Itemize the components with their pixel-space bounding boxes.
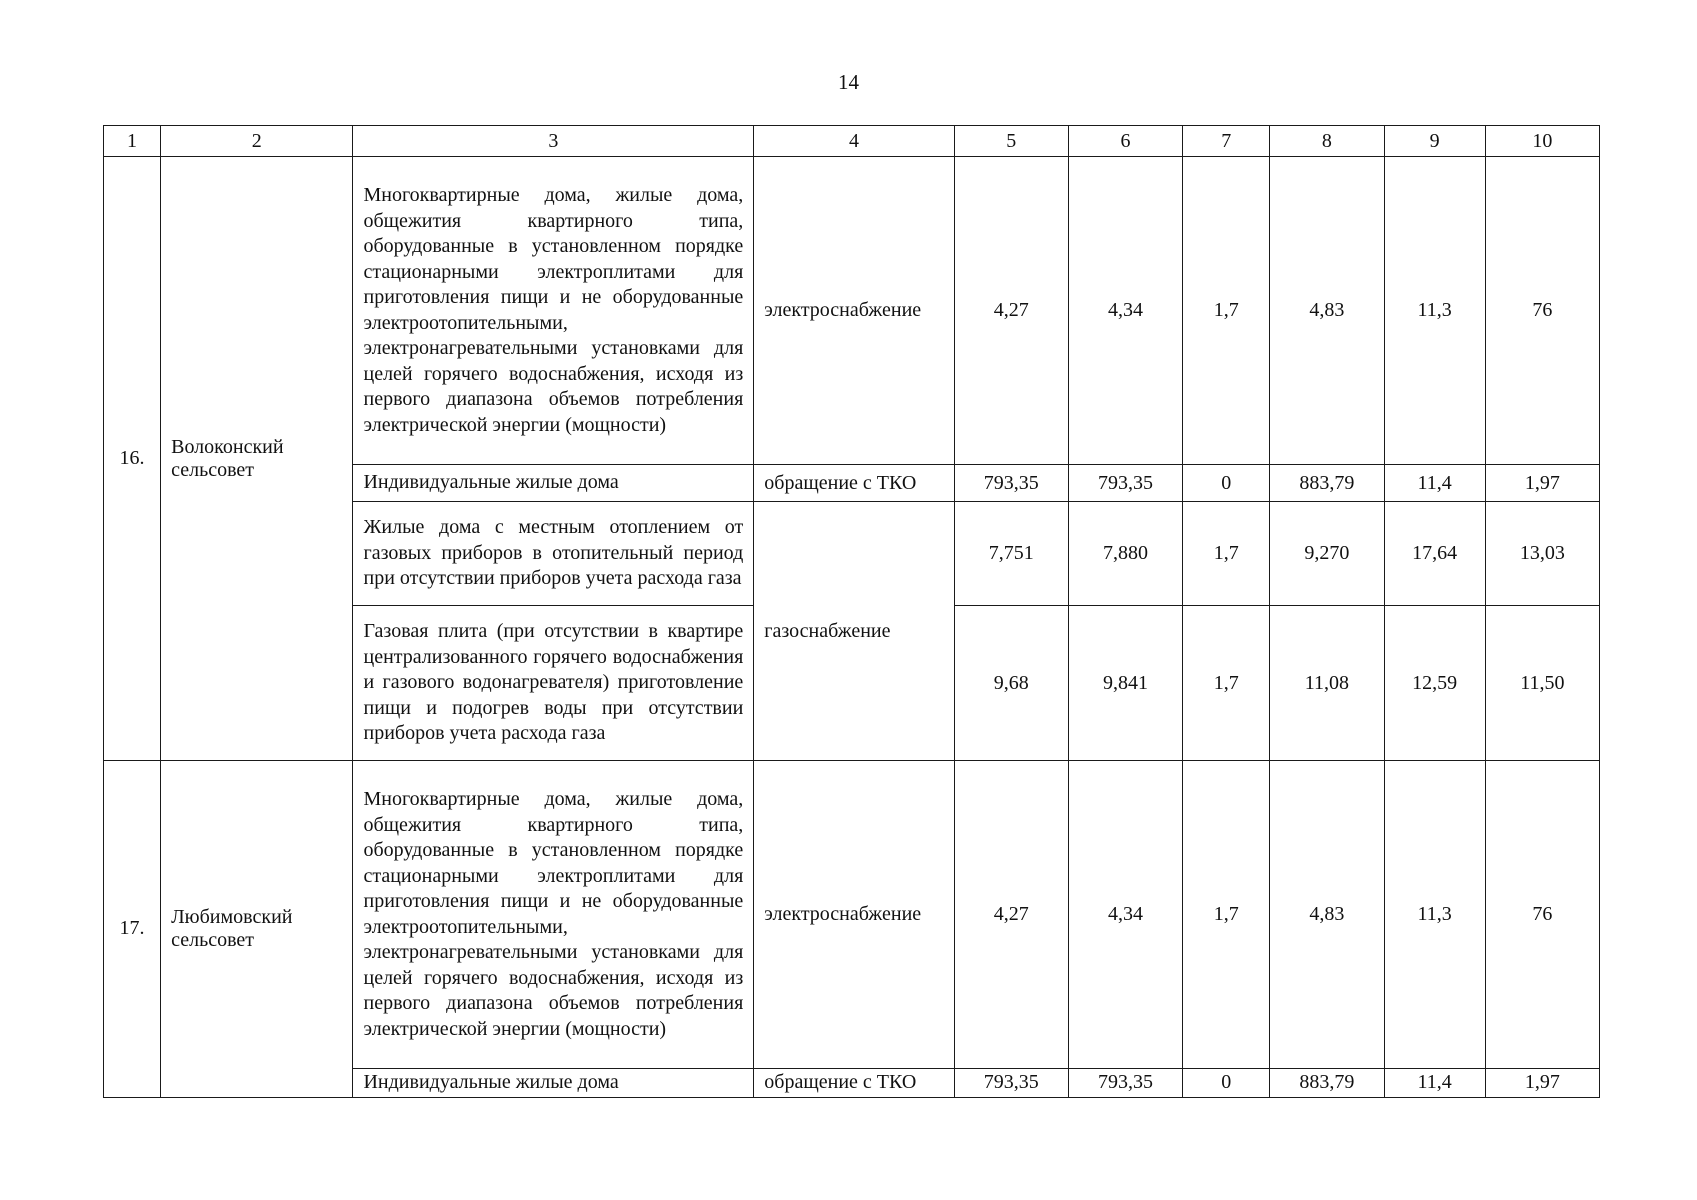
value-col8: 4,83: [1270, 157, 1384, 465]
value-col6: 7,880: [1068, 502, 1182, 606]
value-col5: 9,68: [954, 606, 1068, 761]
column-header: 7: [1183, 126, 1270, 157]
consumer-category: Жилые дома с местным отоплением от газовых приборов в отопительный период при отсутствии приборов учета расхода газа: [353, 502, 754, 606]
value-col7: 1,7: [1183, 606, 1270, 761]
column-header: 9: [1384, 126, 1485, 157]
column-header: 10: [1485, 126, 1599, 157]
column-header: 3: [353, 126, 754, 157]
value-col10: 1,97: [1485, 465, 1599, 502]
value-col10: 76: [1485, 157, 1599, 465]
column-header: 5: [954, 126, 1068, 157]
value-col7: 0: [1183, 1069, 1270, 1098]
column-header: 8: [1270, 126, 1384, 157]
value-col5: 793,35: [954, 465, 1068, 502]
utility-service: обращение с ТКО: [754, 1069, 954, 1098]
consumer-category: Газовая плита (при отсутствии в квартире централизованного горячего водоснабжения и газового водонагревателя) приготовление пищи и подогрев воды при отсутствии приборов учета расхода газа: [353, 606, 754, 761]
page-number: 14: [838, 70, 859, 94]
tariff-table: [103, 125, 1600, 1098]
consumer-category: Многоквартирные дома, жилые дома, общежития квартирного типа, оборудованные в установленном порядке стационарными электроплитами для приготовления пищи и не оборудованные электроотопительными, электронагревательными установками для целей горячего водоснабжения, исходя из первого диапазона объемов потребления электрической энергии (мощности): [353, 761, 754, 1069]
table-row: [104, 761, 1600, 1069]
column-header: 1: [104, 126, 161, 157]
settlement-name: Любимовский сельсовет: [161, 761, 353, 1098]
utility-service: газоснабжение: [754, 502, 954, 761]
value-col5: 4,27: [954, 157, 1068, 465]
value-col9: 11,4: [1384, 1069, 1485, 1098]
value-col9: 17,64: [1384, 502, 1485, 606]
utility-service: электроснабжение: [754, 761, 954, 1069]
value-col6: 4,34: [1068, 157, 1182, 465]
value-col6: 793,35: [1068, 465, 1182, 502]
column-number-row: [104, 126, 1600, 157]
column-header: 2: [161, 126, 353, 157]
value-col10: 11,50: [1485, 606, 1599, 761]
value-col10: 13,03: [1485, 502, 1599, 606]
value-col8: 883,79: [1270, 465, 1384, 502]
value-col5: 7,751: [954, 502, 1068, 606]
value-col7: 1,7: [1183, 761, 1270, 1069]
value-col6: 4,34: [1068, 761, 1182, 1069]
row-number: 17.: [104, 761, 161, 1098]
value-col8: 9,270: [1270, 502, 1384, 606]
value-col8: 11,08: [1270, 606, 1384, 761]
value-col9: 11,3: [1384, 761, 1485, 1069]
table-row: [104, 157, 1600, 465]
value-col9: 11,4: [1384, 465, 1485, 502]
value-col6: 793,35: [1068, 1069, 1182, 1098]
value-col5: 4,27: [954, 761, 1068, 1069]
utility-service: электроснабжение: [754, 157, 954, 465]
consumer-category: Индивидуальные жилые дома: [353, 1069, 754, 1098]
settlement-name: Волоконский сельсовет: [161, 157, 353, 761]
value-col9: 12,59: [1384, 606, 1485, 761]
utility-service: обращение с ТКО: [754, 465, 954, 502]
value-col8: 883,79: [1270, 1069, 1384, 1098]
consumer-category: Индивидуальные жилые дома: [353, 465, 754, 502]
value-col10: 1,97: [1485, 1069, 1599, 1098]
value-col7: 1,7: [1183, 502, 1270, 606]
column-header: 4: [754, 126, 954, 157]
column-header: 6: [1068, 126, 1182, 157]
value-col10: 76: [1485, 761, 1599, 1069]
value-col7: 0: [1183, 465, 1270, 502]
value-col7: 1,7: [1183, 157, 1270, 465]
row-number: 16.: [104, 157, 161, 761]
value-col5: 793,35: [954, 1069, 1068, 1098]
value-col9: 11,3: [1384, 157, 1485, 465]
consumer-category: Многоквартирные дома, жилые дома, общежития квартирного типа, оборудованные в установленном порядке стационарными электроплитами для приготовления пищи и не оборудованные электроотопительными, электронагревательными установками для целей горячего водоснабжения, исходя из первого диапазона объемов потребления электрической энергии (мощности): [353, 157, 754, 465]
value-col6: 9,841: [1068, 606, 1182, 761]
value-col8: 4,83: [1270, 761, 1384, 1069]
